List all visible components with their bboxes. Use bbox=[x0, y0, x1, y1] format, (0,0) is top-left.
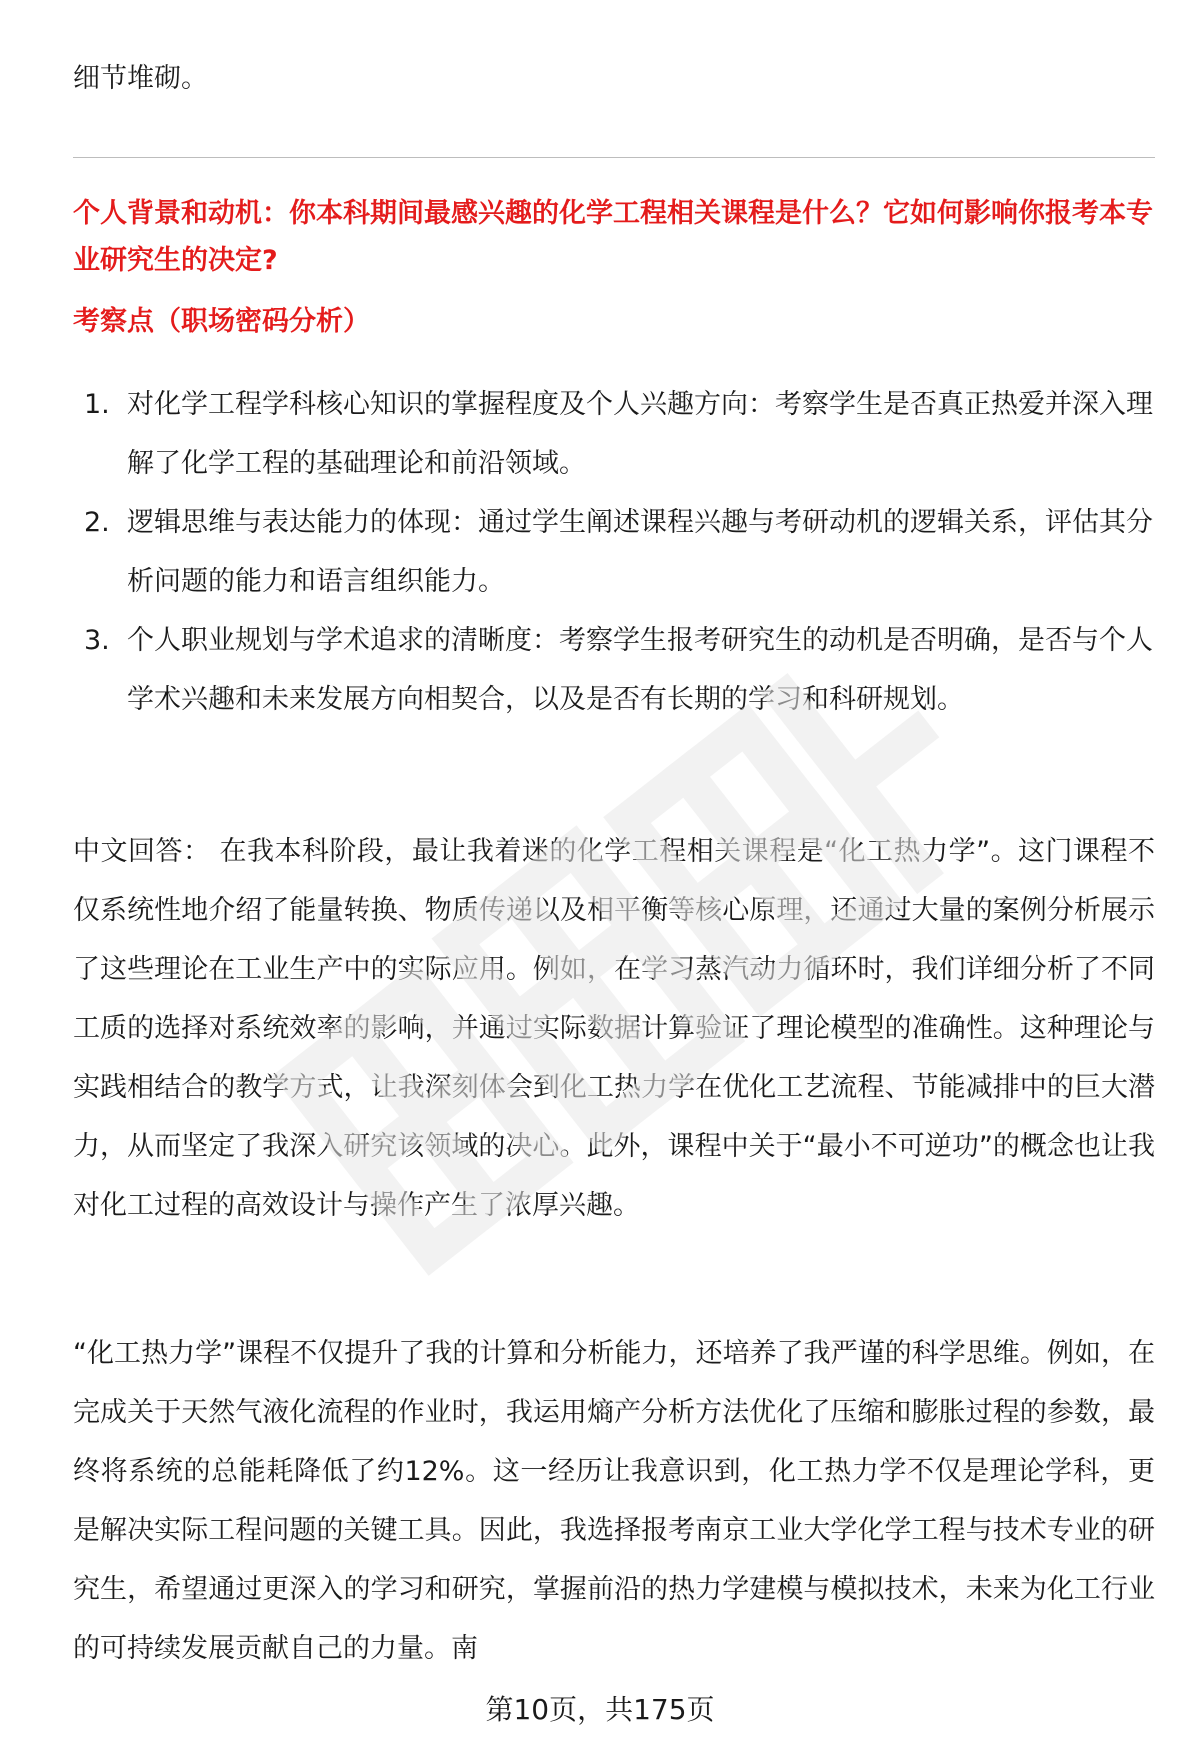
answer-paragraph-2: “化工热力学”课程不仅提升了我的计算和分析能力，还培养了我严谨的科学思维。例如，在完成关于天然气液化流程的作业时，我运用熵产分析方法优化了压缩和膨胀过程的参数，最终将系统的总能耗降低了约12%。这一经历让我意识到，化工热力学不仅是理论学科，更是解决实际工程问题的关键工具。因此，我选择报考南京工业大学化学工程与技术专业的研究生，希望通过更深入的学习和研究，掌握前沿的热力学建模与模拟技术，未来为化工行业的可持续发展贡献自己的力量。南 bbox=[73, 1338, 1155, 1664]
list-item-number: 1. bbox=[84, 389, 110, 420]
assessment-subheading: 考察点（职场密码分析） bbox=[73, 306, 370, 337]
page-footer: 第10页，共175页 bbox=[485, 1693, 715, 1726]
lead-text: 细节堆砌。 bbox=[73, 63, 208, 94]
list-item-number: 3. bbox=[84, 625, 110, 656]
list-item-text: 对化学工程学科核心知识的掌握程度及个人兴趣方向：考察学生是否真正热爱并深入理解了化学工程的基础理论和前沿领域。 bbox=[127, 389, 1153, 479]
question-heading: 个人背景和动机：你本科期间最感兴趣的化学工程相关课程是什么？它如何影响你报考本专业研究生的决定? bbox=[73, 198, 1153, 276]
list-item bbox=[73, 493, 1155, 611]
section-divider bbox=[73, 157, 1155, 158]
list-item-text: 个人职业规划与学术追求的清晰度：考察学生报考研究生的动机是否明确，是否与个人学术兴趣和未来发展方向相契合，以及是否有长期的学习和科研规划。 bbox=[127, 625, 1153, 715]
list-item-text: 逻辑思维与表达能力的体现：通过学生阐述课程兴趣与考研动机的逻辑关系，评估其分析问题的能力和语言组织能力。 bbox=[127, 507, 1153, 597]
list-item-number: 2. bbox=[84, 507, 110, 538]
list-item bbox=[73, 611, 1155, 729]
list-item bbox=[73, 375, 1155, 493]
answer-paragraph-1: 中文回答： 在我本科阶段，最让我着迷的化学工程相关课程是“化工热力学”。这门课程不仅系统性地介绍了能量转换、物质传递以及相平衡等核心原理，还通过大量的案例分析展示了这些理论在工业生产中的实际应用。例如，在学习蒸汽动力循环时，我们详细分析了不同工质的选择对系统效率的影响，并通过实际数据计算验证了理论模型的准确性。这种理论与实践相结合的教学方式，让我深刻体会到化工热力学在优化工艺流程、节能减排中的巨大潜力，从而坚定了我深入研究该领域的决心。此外，课程中关于“最小不可逆功”的概念也让我对化工过程的高效设计与操作产生了浓厚兴趣。 bbox=[73, 836, 1155, 1221]
assessment-points-list bbox=[73, 375, 1155, 729]
